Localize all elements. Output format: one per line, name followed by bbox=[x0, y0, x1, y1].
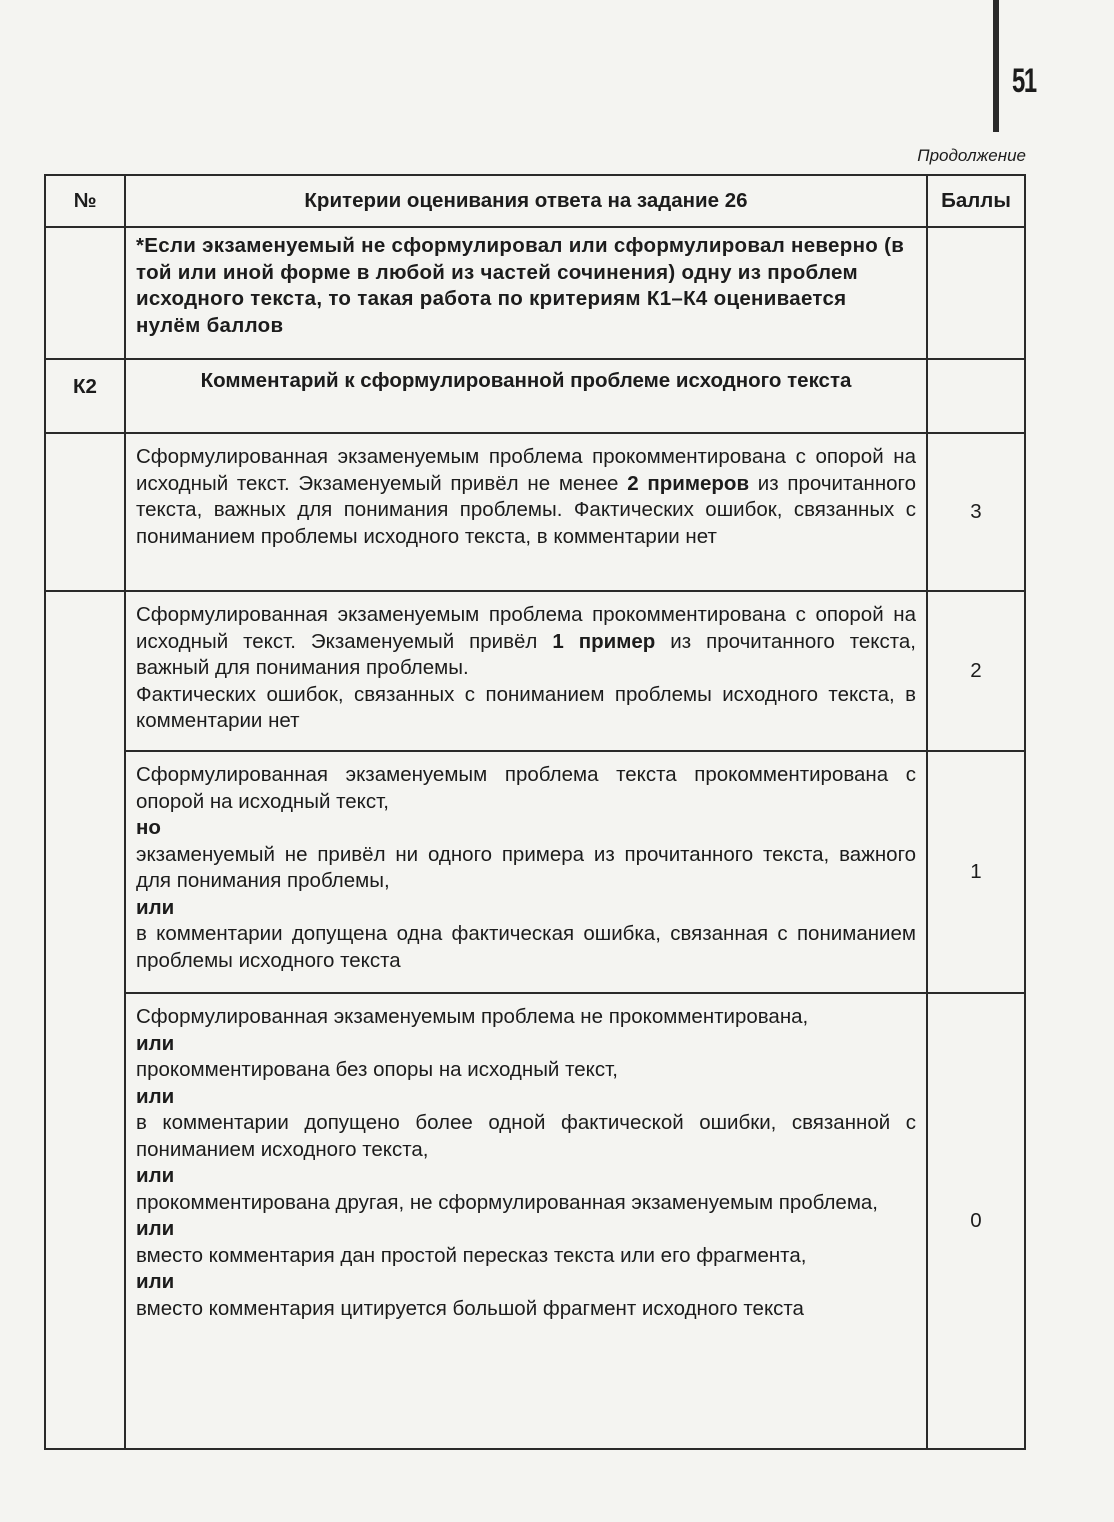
criterion-text bbox=[125, 591, 927, 751]
section-score-cell bbox=[927, 359, 1025, 433]
table-row bbox=[45, 751, 1025, 993]
criteria-table bbox=[44, 174, 1026, 1450]
criterion-text-part: Сформулированная экзаменуемым проблема прокомментирована с опорой на исходный текст. Экзаменуемый привёл bbox=[136, 603, 916, 653]
page-edge-bar bbox=[993, 0, 999, 132]
conjunction: или bbox=[136, 1217, 175, 1240]
criterion-text-part: в комментарии допущено более одной фактической ошибки, связанной с пониманием исходного текста, bbox=[136, 1111, 916, 1161]
conjunction: или bbox=[136, 1164, 175, 1187]
table-row bbox=[45, 993, 1025, 1449]
header-num: № bbox=[45, 175, 125, 227]
criterion-text-part: прокомментирована другая, не сформулированная экзаменуемым проблема, bbox=[136, 1190, 879, 1214]
criterion-text-part: в комментарии допущена одна фактическая ошибка, связанная с пониманием проблемы исходного текста bbox=[136, 922, 916, 972]
criterion-text-part: Сформулированная экзаменуемым проблема не прокомментирована, bbox=[136, 1005, 809, 1028]
table-row bbox=[45, 591, 1025, 751]
row-num-cell bbox=[45, 993, 125, 1449]
note-row bbox=[45, 227, 1025, 359]
section-title: Комментарий к сформулированной проблеме исходного текста bbox=[125, 359, 927, 433]
criterion-bold-part: 2 примеров bbox=[627, 471, 750, 495]
page-number: 51 bbox=[1012, 62, 1036, 100]
criterion-text bbox=[125, 751, 927, 993]
header-criteria: Критерии оценивания ответа на задание 26 bbox=[125, 175, 927, 227]
note-score-cell bbox=[927, 227, 1025, 359]
criterion-text-part: из прочитанного текста, важный для понимания проблемы. bbox=[136, 629, 916, 679]
criterion-text-part: вместо комментария дан простой пересказ текста или его фрагмента, bbox=[136, 1243, 807, 1267]
score-value: 3 bbox=[927, 433, 1025, 591]
conjunction: или bbox=[136, 1270, 175, 1293]
header-score: Баллы bbox=[927, 175, 1025, 227]
row-num-cell bbox=[45, 751, 125, 993]
row-num-cell bbox=[45, 591, 125, 751]
continuation-label: Продолжение bbox=[917, 146, 1026, 165]
table-row bbox=[45, 433, 1025, 591]
score-value: 0 bbox=[927, 993, 1025, 1449]
criterion-text-part: вместо комментария цитируется большой фрагмент исходного текста bbox=[136, 1296, 804, 1320]
note-text: *Если экзаменуемый не сформулировал или сформулировал неверно (в той или иной форме в любой из частей сочинения) одну из проблем исходного текста, то такая работа по критериям К1–К4 оценивается нулём баллов bbox=[125, 227, 927, 359]
criterion-text-part: Сформулированная экзаменуемым проблема текста прокомментирована с опорой на исходный текст, bbox=[136, 763, 916, 813]
note-num-cell bbox=[45, 227, 125, 359]
section-row bbox=[45, 359, 1025, 433]
row-num-cell bbox=[45, 433, 125, 591]
criterion-text-part: экзаменуемый не привёл ни одного примера из прочитанного текста, важного для понимания проблемы, bbox=[136, 842, 916, 892]
conjunction: или bbox=[136, 1084, 175, 1108]
criterion-text-part: прокомментирована без опоры на исходный текст, bbox=[136, 1058, 618, 1081]
criterion-text bbox=[125, 993, 927, 1449]
criterion-text-part: Фактических ошибок, связанных с пониманием проблемы исходного текста, в комментарии нет bbox=[136, 682, 916, 732]
criterion-bold-part: 1 пример bbox=[552, 629, 656, 653]
score-value: 1 bbox=[927, 751, 1025, 993]
conjunction: или bbox=[136, 1031, 175, 1055]
criterion-text-part: из прочитанного текста, важных для понимания проблемы. Фактических ошибок, связанных с пониманием проблемы исходного текста, в комментарии нет bbox=[136, 471, 916, 548]
conjunction: или bbox=[136, 895, 175, 919]
conjunction: но bbox=[136, 816, 161, 839]
table-header-row bbox=[45, 175, 1025, 227]
criterion-text-part: Сформулированная экзаменуемым проблема прокомментирована с опорой на исходный текст. Экзаменуемый привёл не менее bbox=[136, 445, 916, 495]
criterion-text bbox=[125, 433, 927, 591]
section-code: К2 bbox=[45, 359, 125, 433]
score-value: 2 bbox=[927, 591, 1025, 751]
